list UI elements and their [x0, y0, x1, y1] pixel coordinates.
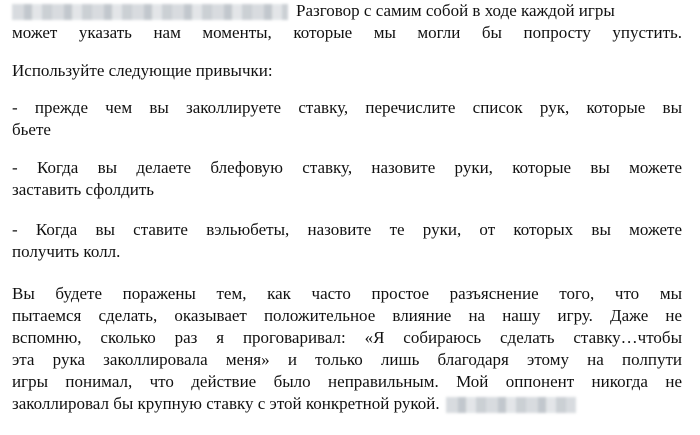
- conclusion-line-2: пытаемся сделать, оказывает положительное влияние на нашу игру. Даже не: [12, 306, 682, 325]
- intro-text-1: Разговор с самим собой в ходе каждой игры: [296, 1, 615, 20]
- conclusion-line-6: [12, 393, 576, 415]
- bullet-3-line-2: получить колл.: [12, 242, 121, 261]
- habits-heading: Используйте следующие привычки:: [12, 61, 273, 80]
- bullet-1-line-1: - прежде чем вы заколлируете ставку, перечислите список рук, которые вы: [12, 98, 682, 117]
- conclusion-line-5: игры понимал, что действие было неправильным. Мой оппонент никогда не: [12, 372, 682, 391]
- conclusion-line-1: Вы будете поражены тем, как часто простое разъяснение того, что мы: [12, 284, 682, 303]
- conclusion-line-4: эта рука заколлировала меня» и только лишь благодаря этому на полпути: [12, 350, 682, 369]
- bullet-3-line-1: - Когда вы ставите вэльюбеты, назовите те руки, от которых вы можете: [12, 220, 682, 239]
- redacted-text-block: [446, 397, 576, 413]
- bullet-1-line-2: бьете: [12, 120, 51, 139]
- redacted-text-block: [12, 4, 288, 20]
- intro-line-2: может указать нам моменты, которые мы могли бы попросту упустить.: [12, 23, 682, 42]
- bullet-2-line-2: заставить сфолдить: [12, 180, 155, 199]
- intro-line-1: [12, 0, 615, 22]
- conclusion-text-6: заколлировал бы крупную ставку с этой конкретной рукой.: [12, 394, 440, 413]
- conclusion-line-3: вспомню, сколько раз я проговаривал: «Я собираюсь сделать ставку…чтобы: [12, 328, 682, 347]
- bullet-2-line-1: - Когда вы делаете блефовую ставку, назовите руки, которые вы можете: [12, 158, 682, 177]
